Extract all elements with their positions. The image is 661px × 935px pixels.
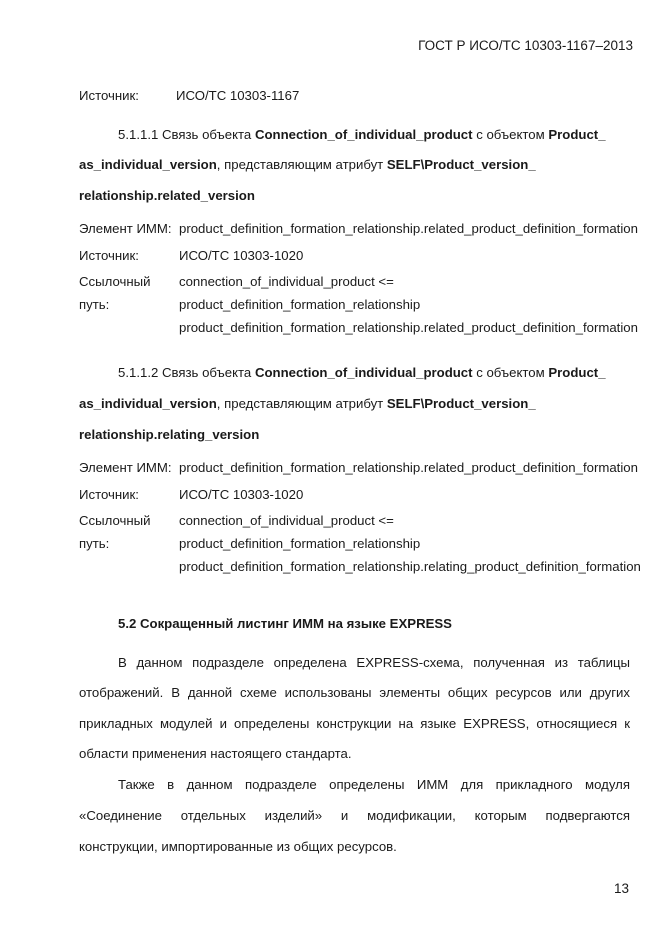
ref-path-line-2: product_definition_formation_relationship	[179, 536, 421, 551]
section-5-1-1-1-heading-line2	[79, 157, 536, 172]
paragraph-2-line-3: конструкции, импортированные из общих ресурсов.	[79, 839, 397, 854]
heading-prefix: 5.1.1.2 Связь объекта	[118, 365, 255, 380]
element-value: product_definition_formation_relationship.related_product_definition_formation	[179, 221, 638, 236]
section-5-1-1-2-heading-line1	[118, 365, 606, 380]
heading-rest: , представляющим атрибут	[216, 157, 387, 172]
heading-mid: с объектом	[472, 365, 549, 380]
element-value: product_definition_formation_relationship.related_product_definition_formation	[179, 460, 638, 475]
element-label: Элемент ИММ:	[79, 460, 172, 475]
ref-path-label-2: путь:	[79, 297, 110, 312]
ref-path-line-2: product_definition_formation_relationship	[179, 297, 421, 312]
ref-path-line-1: connection_of_individual_product <=	[179, 513, 394, 528]
entity-name: Connection_of_individual_product	[254, 127, 473, 142]
ref-path-label-1: Ссылочный	[79, 274, 151, 289]
heading-mid: с объектом	[472, 127, 549, 142]
ref-path-line-1: connection_of_individual_product <=	[179, 274, 394, 289]
source-label: Источник:	[79, 487, 139, 502]
heading-rest: , представляющим атрибут	[216, 396, 387, 411]
ref-path-label-1: Ссылочный	[79, 513, 151, 528]
entity-name: Connection_of_individual_product	[254, 365, 473, 380]
document-header: ГОСТ Р ИСО/ТС 10303-1167–2013	[418, 38, 633, 53]
target-entity-part1: Product_	[548, 127, 606, 142]
target-entity-part2: as_individual_version	[79, 157, 217, 172]
ref-path-line-3: product_definition_formation_relationship.relating_product_definition_formation	[179, 559, 641, 574]
target-entity-part2: as_individual_version	[79, 396, 217, 411]
source-value: ИСО/ТС 10303-1020	[179, 487, 304, 502]
attribute-part1: SELF\Product_version_	[386, 396, 536, 411]
paragraph-1-line-4: области применения настоящего стандарта.	[79, 746, 352, 761]
paragraph-1-line-1: В данном подразделе определена EXPRESS-схема, полученная из таблицы	[118, 655, 630, 670]
paragraph-2-line-1: Также в данном подразделе определены ИММ для прикладного модуля	[118, 777, 630, 792]
paragraph-1-line-3: прикладных модулей и определены конструкции на языке EXPRESS, относящиеся к	[79, 716, 630, 731]
target-entity-part1: Product_	[548, 365, 606, 380]
section-5-2-heading: 5.2 Сокращенный листинг ИММ на языке EXPRESS	[118, 616, 452, 631]
source-value-top: ИСО/ТС 10303-1167	[176, 88, 300, 103]
attribute-part2: relationship.related_version	[79, 188, 255, 203]
source-label: Источник:	[79, 248, 139, 263]
heading-prefix: 5.1.1.1 Связь объекта	[118, 127, 255, 142]
section-5-1-1-2-heading-line2	[79, 396, 536, 411]
section-5-1-1-1-heading-line1	[118, 127, 606, 142]
ref-path-label-2: путь:	[79, 536, 110, 551]
element-label: Элемент ИММ:	[79, 221, 172, 236]
ref-path-line-3: product_definition_formation_relationship.related_product_definition_formation	[179, 320, 638, 335]
attribute-part1: SELF\Product_version_	[386, 157, 536, 172]
page-number: 13	[613, 881, 629, 896]
paragraph-2-line-2: «Соединение отдельных изделий» и модификации, которым подвергаются	[79, 808, 630, 823]
paragraph-1-line-2: отображений. В данной схеме использованы элементы общих ресурсов или других	[79, 685, 630, 700]
attribute-part2: relationship.relating_version	[79, 427, 260, 442]
source-value: ИСО/ТС 10303-1020	[179, 248, 304, 263]
source-label-top: Источник:	[79, 88, 139, 103]
